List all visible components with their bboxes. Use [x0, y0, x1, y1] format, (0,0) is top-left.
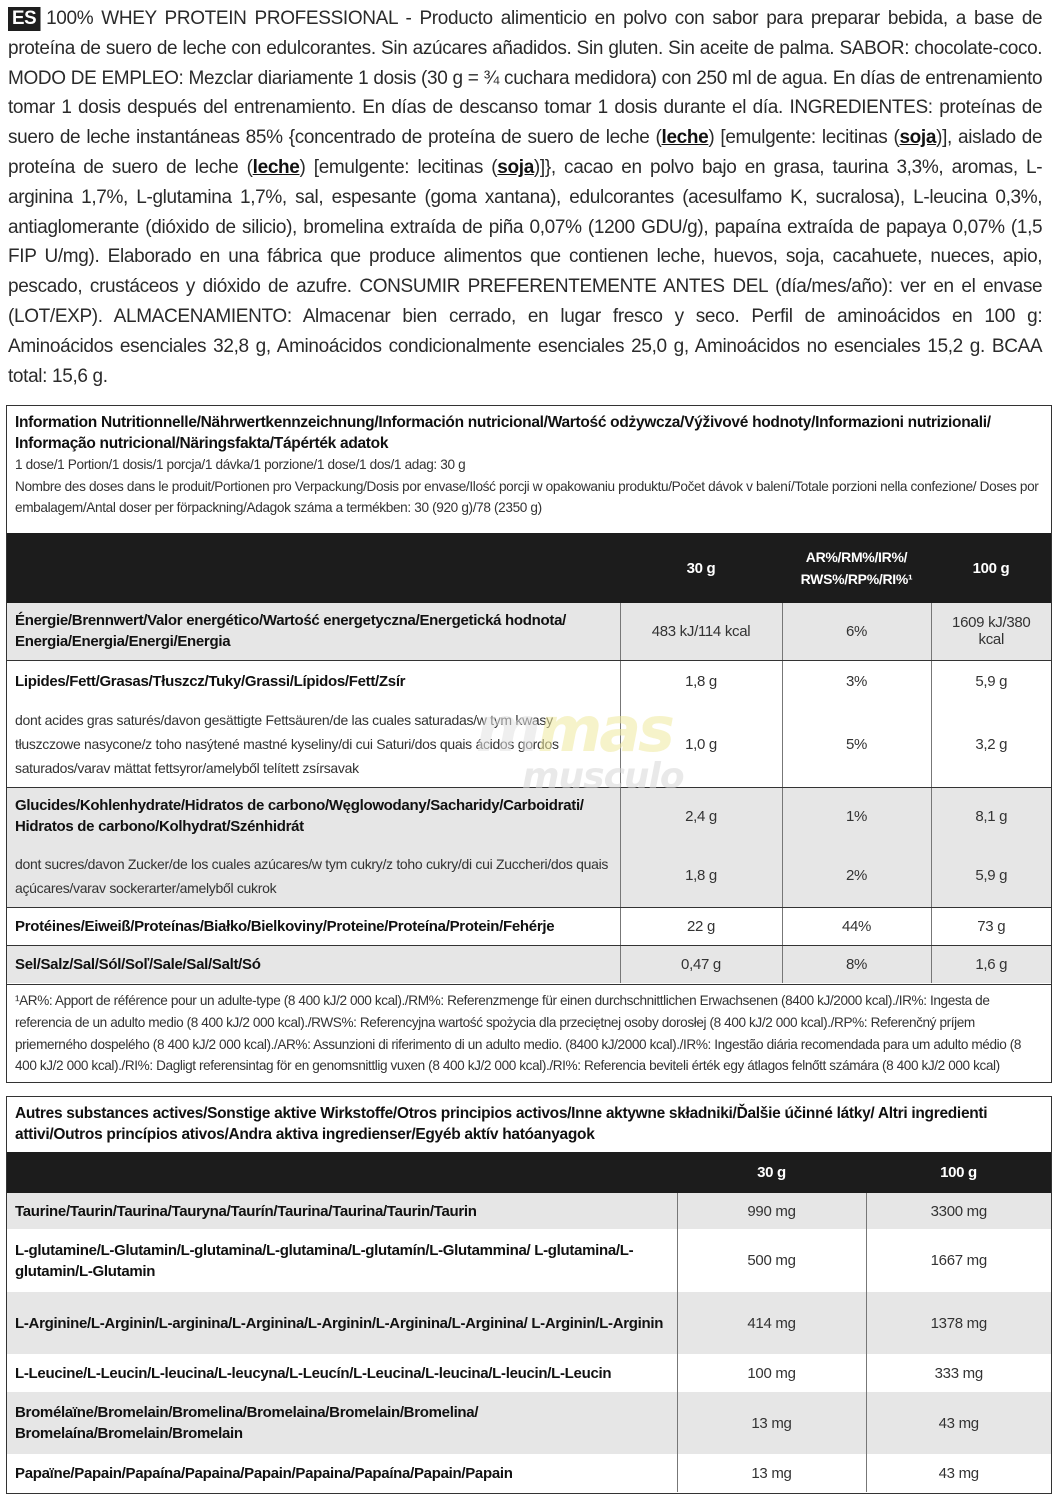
allergen-milk: leche: [252, 156, 300, 178]
table-row: Bromélaïne/Bromelain/Bromelina/Bromelaina/Bromelain/Bromelina/ Bromelaína/Bromelain/Bromelain 13 mg 43 mg: [7, 1392, 1051, 1454]
col-100g: 100 g: [866, 1152, 1051, 1193]
watermark-logo: mmas musculo: [476, 693, 684, 797]
nutrition-title: Information Nutritionnelle/Nährwertkennzeichnung/Información nutricional/Wartość odżywcza/Výživové hodnoty/Informazioni nutrizionali/ Informação nutricional/Näringsfakta/Tápérték adatok: [15, 414, 991, 452]
table-row: L-Arginine/L-Arginin/L-arginina/L-Arginina/L-Arginin/L-Arginina/L-Arginina/ L-Arginin/L-Arginin 414 mg 1378 mg: [7, 1292, 1051, 1354]
nutrition-header: [7, 406, 1051, 519]
product-description: ES 100% WHEY PROTEIN PROFESSIONAL - Producto alimenticio en polvo con sabor para preparar bebida, a base de proteína de suero de leche con edulcorantes. Sin azúcares añadidos. Sin gluten. Sin aceite de palma. SABOR: chocolate-coco. MODO DE EMPLEO: Mezclar diariamente 1 dosis (30 g = ¾ cuchara medidora) con 250 ml de agua. En días de entrenamiento tomar 1 dosis después del entrenamiento. En días de descanso tomar 1 dosis durante el día. INGREDIENTES: proteínas de suero de leche instantáneas 85% {concentrado de proteína de suero de leche (leche) [emulgente: lecitinas (soja)], aislado de proteína de suero de leche (leche) [emulgente: lecitinas (soja)]}, cacao en polvo bajo en grasa, taurina 3,3%, aromas, L-arginina 1,7%, L-glutamina 1,7%, sal, espesante (goma xantana), edulcorantes (acesulfamo K, sucralosa), L-leucina 0,3%, antiaglomerante (dióxido de silicio), bromelina extraída de piña 0,07% (1200 GDU/g), papaína extraída de papaya 0,07% (1,5 FIP U/mg). Elaborado en una fábrica que produce alimentos que contienen leche, huevos, soja, cacahuete, nueces, apio, pescado, crustáceos y dióxido de azufre. CONSUMIR PREFERENTEMENTE ANTES DEL (día/mes/año): ver en el envase (LOT/EXP). ALMACENAMIENTO: Almacenar bien cerrado, en lugar fresco y seco. Perfil de aminoácidos en 100 g: Aminoácidos esenciales 32,8 g, Aminoácidos condicionalmente esenciales 25,0 g, Aminoácidos no esenciales 15,2 g. BCAA total: 15,6 g.: [8, 8, 1043, 387]
actives-header: [7, 1097, 1051, 1145]
table-row: dont acides gras saturés/davon gesättigte Fettsäuren/de las cuales saturadas/w tym kwasy tłuszczowe nasycone/z toho nasýtené mastné kyseliny/di cui Saturi/dos quais ácidos gordos saturados/varav mättat fettsyror/amelyből telített zsírsavak 1,0 g 5% 3,2 g: [7, 702, 1051, 787]
footnote: ¹AR%: Apport de référence pour un adulte-type (8 400 kJ/2 000 kcal)./RM%: Referenzmenge für einen durchschnittlichen Erwachsenen (8400 kJ/2000 kcal)./IR%: Ingesta de referencia de un adulto medio (8 400 kJ/2 000 kcal)./RWS%: Referencyjna wartość spożycia dla przeciętnej osoby dorosłej (8 400 kJ/2 000 kcal)./RP%: Referenčný príjem priemerného dospelého (8 400 kJ/2 000 kcal)./AR%: Assunzioni di riferimento di un adulto medio. (8400 kJ/2000 kcal)./IR%: Ingestão diária recomendada para um adulto médio (8 400 kJ/2 000 kcal)./RI%: Dagligt referensintag för en genomsnittlig vuxen (8 400 kJ/2 000 kcal)./RI%: Referencia beviteli érték egy átlagos felnőtt számára (8 400 kJ/2 000 kcal): [7, 984, 1051, 1077]
col-30g: 30 g: [620, 533, 782, 603]
table-row: Sel/Salz/Sal/Sól/Soľ/Sale/Sal/Salt/Só 0,47 g 8% 1,6 g: [7, 945, 1051, 983]
actives-header-row: [7, 1152, 1051, 1193]
table-row: Glucides/Kohlenhydrate/Hidratos de carbono/Węglowodany/Sacharidy/Carboidrati/ Hidratos de carbono/Kolhydrat/Szénhidrát 2,4 g 1% 8,1 g: [7, 787, 1051, 845]
table-row: Protéines/Eiweiß/Proteínas/Białko/Bielkoviny/Proteine/Proteína/Protein/Fehérje 22 g 44% 73 g: [7, 907, 1051, 945]
actives-table: [7, 1152, 1051, 1492]
table-row: L-glutamine/L-Glutamin/L-glutamina/L-glutamina/L-glutamín/L-Glutammina/ L-glutamina/L-glutamin/L-Glutamin 500 mg 1667 mg: [7, 1229, 1051, 1292]
allergen-soy: soja: [899, 127, 937, 149]
col-ri: AR%/RM%/IR%/ RWS%/RP%/RI%¹: [782, 533, 931, 603]
table-row: Énergie/Brennwert/Valor energético/Wartość energetyczna/Energetická hodnota/ Energia/Energia/Energi/Energia 483 kJ/114 kcal 6% 1609 kJ/380 kcal: [7, 603, 1051, 660]
col-100g: 100 g: [931, 533, 1051, 603]
actives-title: Autres substances actives/Sonstige aktive Wirkstoffe/Otros principios activos/Inne aktywne składniki/Ďalšie účinné látky/ Altri ingredienti attivi/Outros princípios ativos/Andra aktiva ingredienser/Egyéb aktív hatóanyagok: [15, 1105, 988, 1143]
table-row: dont sucres/davon Zucker/de los cuales azúcares/w tym cukry/z toho cukry/di cui Zuccheri/dos quais açúcares/varav sockerarter/amelyből cukrok 1,8 g 2% 5,9 g: [7, 845, 1051, 907]
allergen-soy: soja: [497, 156, 534, 178]
table-row: Papaïne/Papain/Papaína/Papaina/Papain/Papaina/Papaína/Papain/Papain 13 mg 43 mg: [7, 1454, 1051, 1492]
table-row: Lipides/Fett/Grasas/Tłuszcz/Tuky/Grassi/Lípidos/Fett/Zsír 1,8 g 3% 5,9 g: [7, 660, 1051, 702]
table-row: Taurine/Taurin/Taurina/Tauryna/Taurín/Taurina/Taurina/Taurin/Taurin 990 mg 3300 mg: [7, 1193, 1051, 1229]
col-30g: 30 g: [677, 1152, 866, 1193]
dose-info: 1 dose/1 Portion/1 dosis/1 porcja/1 dávka/1 porzione/1 dose/1 dos/1 adag: 30 g: [15, 457, 466, 472]
active-substances-box: [6, 1096, 1052, 1494]
language-tag: ES: [8, 7, 40, 31]
allergen-milk: leche: [661, 127, 709, 149]
nutrition-header-row: [7, 533, 1051, 603]
table-row: L-Leucine/L-Leucin/L-leucina/L-leucyna/L-Leucín/L-Leucina/L-leucina/L-leucin/L-Leucin 100 mg 333 mg: [7, 1354, 1051, 1392]
servings-info: Nombre des doses dans le produit/Portionen pro Verpackung/Dosis por envase/Ilość porcji w opakowaniu produktu/Počet dávok v balení/Totale porzioni nella confezione/ Doses por embalagem/Antal doser per förpackning/Adagok száma a termékben: 30 (920 g)/78 (2350 g): [15, 478, 1039, 515]
